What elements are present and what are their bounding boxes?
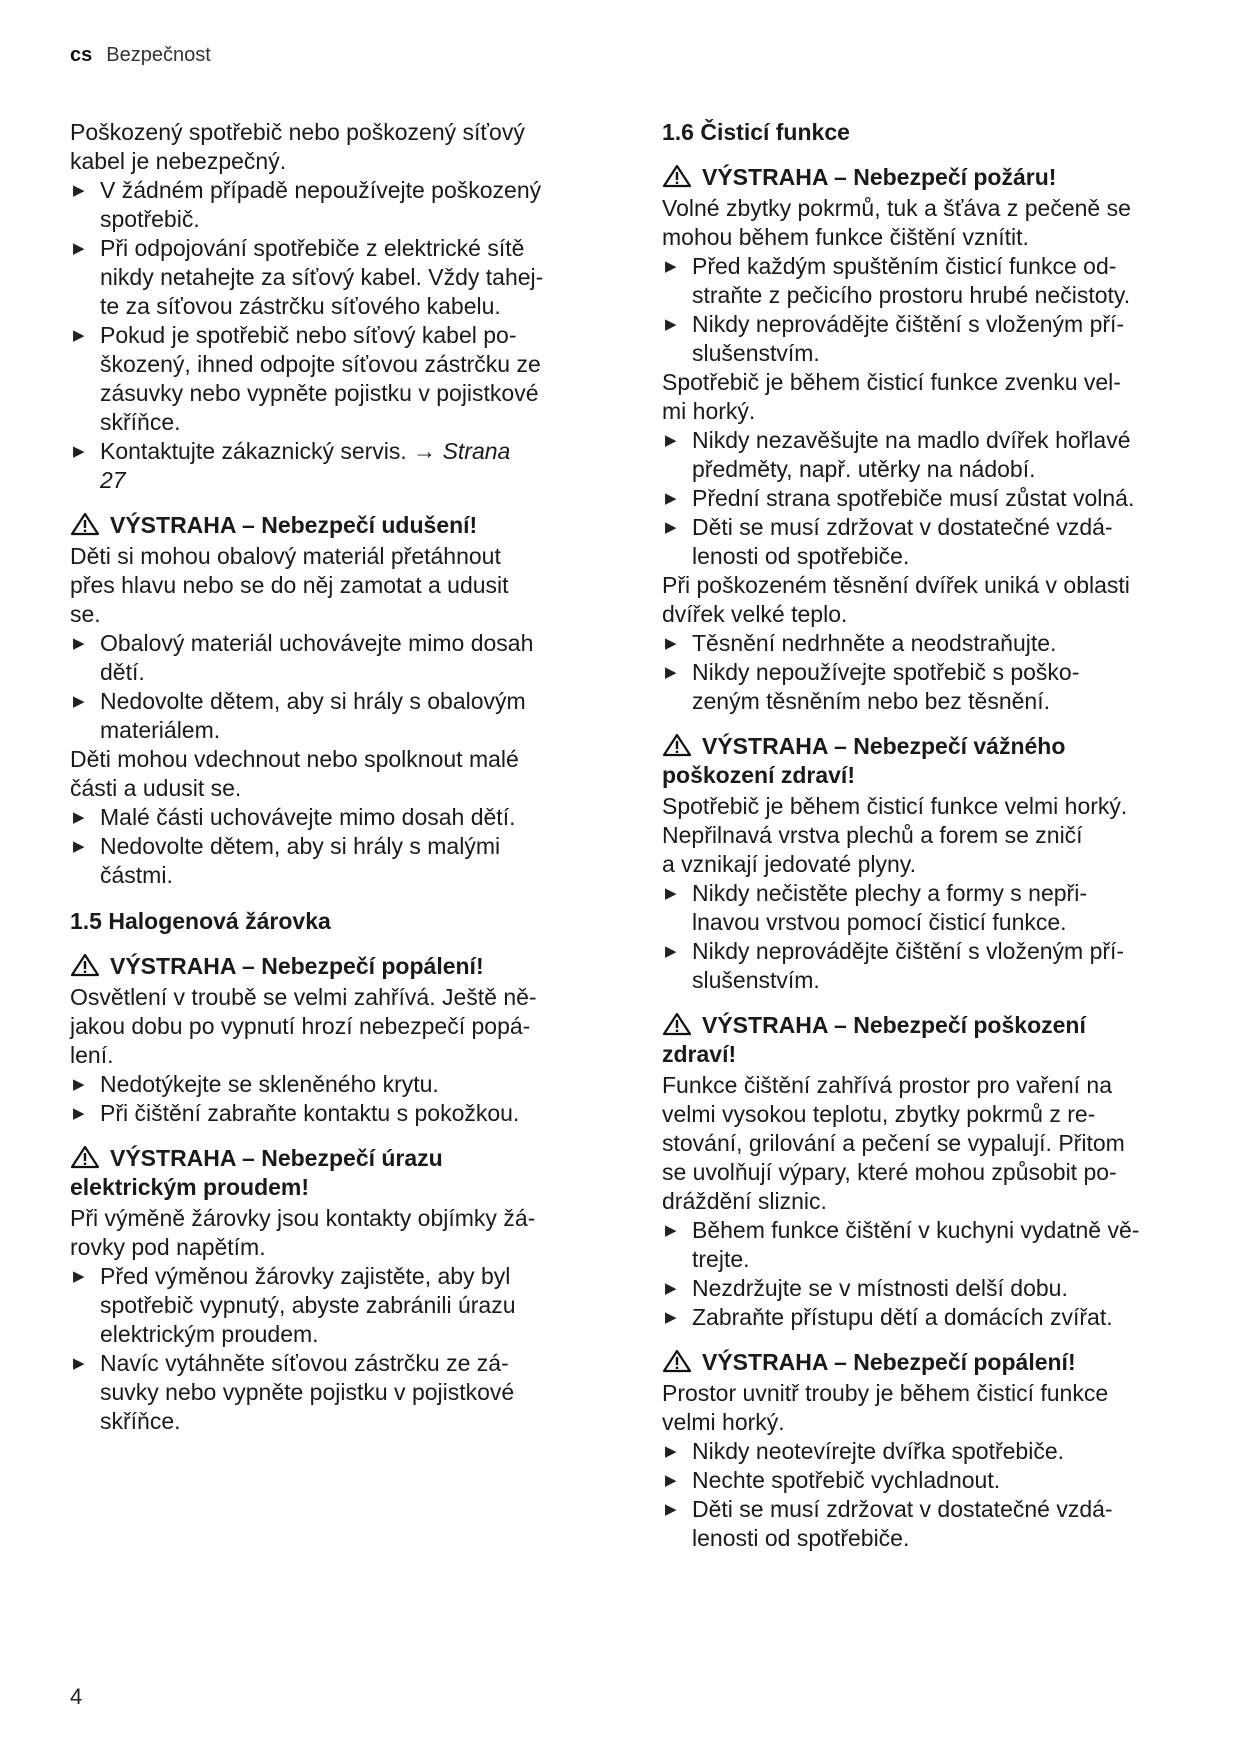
list-item-text: Před výměnou žárovky zajistěte, aby byl spotřebič vypnutý, abyste zabránili úrazu elektrickým proudem. (100, 1263, 516, 1347)
warning-burn-title: VÝSTRAHA – Nebezpečí popálení! (70, 952, 605, 981)
suffocation-paragraph-2: Děti mohou vdechnout nebo spolknout malé části a udusit se. (70, 746, 519, 801)
fire-paragraph-3: Při poškozeném těsnění dvířek uniká v oblasti dvířek velké teplo. (662, 572, 1130, 627)
bullet-marker: ▶ (665, 635, 677, 652)
warning-shock-title: VÝSTRAHA – Nebezpečí úrazu elektrickým proudem! (70, 1145, 443, 1200)
list-item-text: Při čištění zabraňte kontaktu s pokožkou. (100, 1100, 520, 1126)
list-item-text: Nikdy neprovádějte čištění s vloženým pří- slušenstvím. (692, 938, 1125, 993)
fire-paragraph-1: Volné zbytky pokrmů, tuk a šťáva z pečeně se mohou během funkce čištění vznítit. (662, 195, 1131, 250)
list-item (662, 1495, 1197, 1553)
list-item-text: Nezdržujte se v místnosti delší dobu. (692, 1275, 1068, 1301)
list-item (662, 310, 1197, 368)
intro-bullets (70, 176, 605, 437)
section-title-1-5: 1.5 Halogenová žárovka (70, 908, 331, 934)
list-item (70, 629, 605, 687)
bullet-marker: ▶ (73, 635, 85, 652)
list-item-text: V žádném případě nepoužívejte poškozený spotřebič. (100, 177, 542, 232)
list-item-text: Nikdy neprovádějte čištění s vloženým pří- slušenstvím. (692, 311, 1125, 366)
list-item-text: Nikdy neotevírejte dvířka spotřebiče. (692, 1438, 1065, 1464)
page-reference-link[interactable]: Strana (442, 438, 511, 464)
fire-paragraph-2: Spotřebič je během čisticí funkce zvenku vel- mi horký. (662, 369, 1121, 424)
list-item-text: Nikdy nezavěšujte na madlo dvířek hořlavé předměty, např. utěrky na nádobí. (692, 427, 1131, 482)
list-item (662, 658, 1197, 716)
bullet-marker: ▶ (73, 1105, 85, 1122)
list-item (662, 1216, 1197, 1274)
list-item-text: Při odpojování spotřebiče z elektrické sítě nikdy netahejte za síťový kabel. Vždy tahej- te za síťovou zástrčku síťového kabelu. (100, 235, 544, 319)
list-item (70, 437, 605, 495)
list-item-text: Nikdy nepoužívejte spotřebič s poško- zeným těsněním nebo bez těsnění. (692, 659, 1080, 714)
page-header (70, 44, 211, 67)
language-code: cs (70, 44, 93, 66)
burn-2-paragraph: Prostor uvnitř trouby je během čisticí funkce velmi horký. (662, 1380, 1109, 1435)
list-item-text: Nedotýkejte se skleněného krytu. (100, 1071, 439, 1097)
bullet-marker: ▶ (665, 1222, 677, 1239)
page-number: 4 (70, 1684, 83, 1709)
header-title: Bezpečnost (106, 44, 211, 66)
list-item (662, 1466, 1197, 1495)
warning-fire-title: VÝSTRAHA – Nebezpečí požáru! (662, 163, 1197, 192)
warning-triangle-icon (662, 1349, 692, 1373)
list-item (70, 687, 605, 745)
list-item (70, 1349, 605, 1436)
shock-bullets (70, 1262, 605, 1436)
bullet-marker: ▶ (665, 258, 677, 275)
bullet-marker: ▶ (665, 943, 677, 960)
section-title-1-6: 1.6 Čisticí funkce (662, 119, 850, 145)
list-item (70, 176, 605, 234)
suffocation-paragraph-1: Děti si mohou obalový materiál přetáhnout přes hlavu nebo se do něj zamotat a udusit se. (70, 543, 509, 627)
warning-triangle-icon (662, 1012, 692, 1036)
list-item (70, 1070, 605, 1099)
list-item-text: Navíc vytáhněte síťovou zástrčku ze zá- suvky nebo vypněte pojistku v pojistkové skříňce. (100, 1350, 515, 1434)
warning-serious-title: VÝSTRAHA – Nebezpečí vážného poškození zdraví! (662, 733, 1066, 788)
burn-paragraph: Osvětlení v troubě se velmi zahřívá. Ještě ně- jakou dobu po vypnutí hrozí nebezpečí popá- lení. (70, 984, 537, 1068)
warning-triangle-icon (662, 733, 692, 757)
intro-paragraph: Poškozený spotřebič nebo poškozený síťový kabel je nebezpečný. (70, 119, 525, 174)
bullet-marker: ▶ (73, 1268, 85, 1285)
list-item-text: Nechte spotřebič vychladnout. (692, 1467, 1001, 1493)
warning-health-title: VÝSTRAHA – Nebezpečí poškození zdraví! (662, 1012, 1086, 1067)
warning-triangle-icon (70, 512, 100, 536)
list-item (662, 426, 1197, 484)
health-bullets (662, 1216, 1197, 1332)
list-item-text: Přední strana spotřebiče musí zůstat volná. (692, 485, 1135, 511)
bullet-marker: ▶ (73, 182, 85, 199)
list-item-text: Během funkce čištění v kuchyni vydatně vě- trejte. (692, 1217, 1140, 1272)
bullet-marker: ▶ (73, 443, 85, 460)
fire-bullets-1 (662, 252, 1197, 368)
bullet-marker: ▶ (665, 1443, 677, 1460)
list-item (70, 803, 605, 832)
serious-paragraph: Spotřebič je během čisticí funkce velmi horký. Nepřilnavá vrstva plechů a forem se zničí a vznikají jedovaté plyny. (662, 793, 1128, 877)
list-item-text: Malé části uchovávejte mimo dosah dětí. (100, 804, 516, 830)
list-item-text: Pokud je spotřebič nebo síťový kabel po- škozený, ihned odpojte síťovou zástrčku ze zásuvky nebo vypněte pojistku v pojistkové skříňce. (100, 322, 541, 435)
health-paragraph: Funkce čištění zahřívá prostor pro vaření na velmi vysokou teplotu, zbytky pokrmů z re- stování, grilování a pečení se vypalují. Přitom se uvolňují výpary, které mohou způsobit po- dráždění sliznic. (662, 1072, 1125, 1214)
bullet-marker: ▶ (73, 809, 85, 826)
list-item-text: Nikdy nečistěte plechy a formy s nepři- lnavou vrstvou pomocí čisticí funkce. (692, 880, 1087, 935)
warning-triangle-icon (662, 164, 692, 188)
bullet-marker: ▶ (665, 316, 677, 333)
list-item (662, 937, 1197, 995)
list-item-text: Děti se musí zdržovat v dostatečné vzdá- lenosti od spotřebiče. (692, 1496, 1113, 1551)
bullet-marker: ▶ (73, 838, 85, 855)
warning-burn-2-title: VÝSTRAHA – Nebezpečí popálení! (662, 1348, 1197, 1377)
fire-bullets-2 (662, 426, 1197, 571)
bullet-marker: ▶ (665, 432, 677, 449)
list-item-text: Děti se musí zdržovat v dostatečné vzdá- lenosti od spotřebiče. (692, 514, 1113, 569)
bullet-marker: ▶ (73, 240, 85, 257)
suffocation-bullets-2 (70, 803, 605, 890)
list-item (70, 234, 605, 321)
burn-bullets (70, 1070, 605, 1128)
list-item (662, 252, 1197, 310)
bullet-marker: ▶ (665, 1280, 677, 1297)
bullet-marker: ▶ (73, 693, 85, 710)
bullet-marker: ▶ (665, 519, 677, 536)
list-item (70, 321, 605, 437)
list-item (662, 1437, 1197, 1466)
service-text: Kontaktujte zákaznický servis. → (100, 438, 443, 464)
list-item (662, 879, 1197, 937)
suffocation-bullets-1 (70, 629, 605, 745)
bullet-marker: ▶ (665, 885, 677, 902)
list-item-text: Zabraňte přístupu dětí a domácích zvířat. (692, 1304, 1113, 1330)
list-item-text: Nedovolte dětem, aby si hrály s obalovým materiálem. (100, 688, 526, 743)
bullet-marker: ▶ (665, 664, 677, 681)
list-item-text: Těsnění nedrhněte a neodstraňujte. (692, 630, 1057, 656)
service-bullet-list (70, 437, 605, 495)
warning-triangle-icon (70, 1145, 100, 1169)
serious-bullets (662, 879, 1197, 995)
bullet-marker: ▶ (73, 1355, 85, 1372)
bullet-marker: ▶ (665, 1472, 677, 1489)
list-item (662, 1274, 1197, 1303)
right-column (662, 118, 1197, 1553)
list-item (662, 629, 1197, 658)
warning-triangle-icon (70, 953, 100, 977)
bullet-marker: ▶ (665, 490, 677, 507)
shock-paragraph: Při výměně žárovky jsou kontakty objímky žá- rovky pod napětím. (70, 1205, 536, 1260)
bullet-marker: ▶ (665, 1501, 677, 1518)
bullet-marker: ▶ (73, 1076, 85, 1093)
page-reference-number[interactable]: 27 (100, 467, 126, 493)
list-item-text: Obalový materiál uchovávejte mimo dosah dětí. (100, 630, 534, 685)
list-item (70, 1262, 605, 1349)
left-column (70, 118, 605, 1436)
list-item-text: Nedovolte dětem, aby si hrály s malými částmi. (100, 833, 501, 888)
burn-2-bullets (662, 1437, 1197, 1553)
list-item (70, 832, 605, 890)
warning-suffocation-title: VÝSTRAHA – Nebezpečí udušení! (70, 511, 605, 540)
list-item (662, 513, 1197, 571)
bullet-marker: ▶ (665, 1309, 677, 1326)
fire-bullets-3 (662, 629, 1197, 716)
list-item (662, 484, 1197, 513)
list-item-text: Před každým spuštěním čisticí funkce od- straňte z pečicího prostoru hrubé nečistoty. (692, 253, 1131, 308)
list-item (70, 1099, 605, 1128)
list-item (662, 1303, 1197, 1332)
bullet-marker: ▶ (73, 327, 85, 344)
